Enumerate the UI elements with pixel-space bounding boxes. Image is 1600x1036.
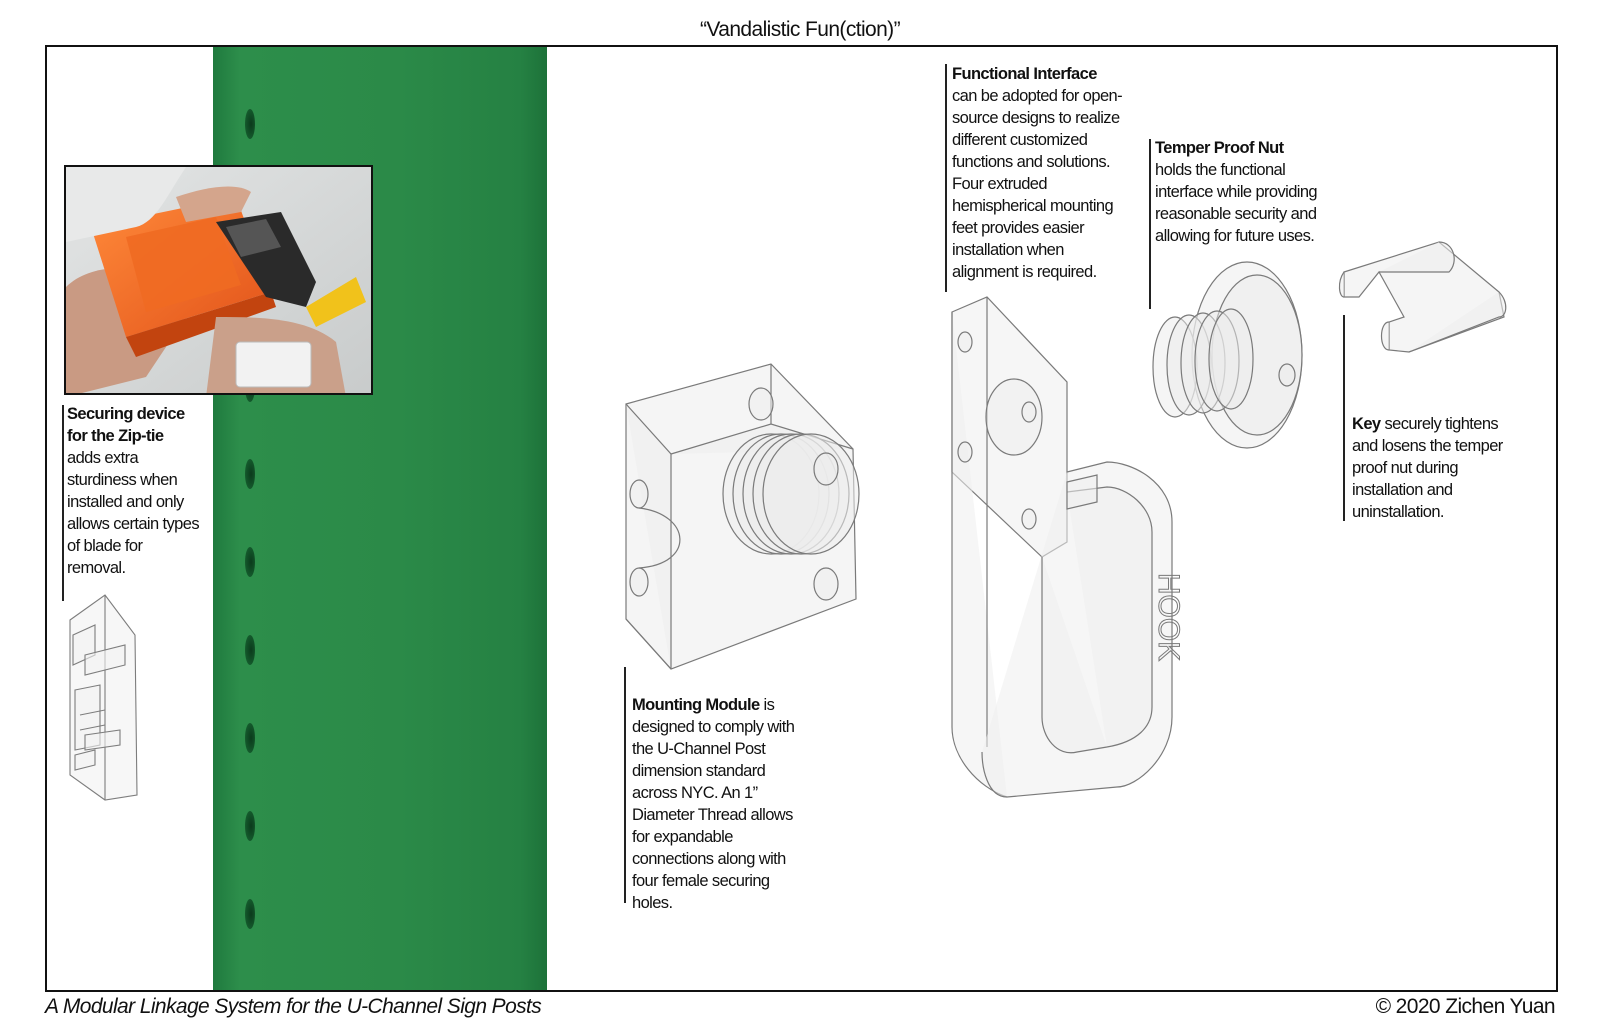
mounting-module-drawing bbox=[621, 364, 861, 674]
key-note bbox=[1345, 413, 1510, 523]
securing-device-note bbox=[60, 403, 200, 579]
post-hole bbox=[245, 547, 255, 577]
mounting-module-heading: Mounting Module bbox=[632, 696, 760, 714]
securing-device-body: adds extra sturdiness when installed and only allows certain types of blade for removal. bbox=[67, 449, 199, 577]
footer-subtitle: A Modular Linkage System for the U-Channel Sign Posts bbox=[45, 995, 542, 1018]
post-hole bbox=[245, 723, 255, 753]
page-title: “Vandalistic Fun(ction)” bbox=[700, 18, 900, 41]
key-heading: Key bbox=[1352, 415, 1381, 433]
hook-engraving: HOOK bbox=[1152, 572, 1185, 662]
functional-interface-body: can be adopted for open-source designs to realize different customized functions and solutions. Four extruded hemispherical mounting feet provides easier installation when alignment is required. bbox=[952, 87, 1122, 281]
temper-proof-nut-body: holds the functional interface while providing reasonable security and allowing for future uses. bbox=[1155, 161, 1318, 245]
temper-proof-nut-note bbox=[1148, 137, 1333, 247]
footer-copyright: © 2020 Zichen Yuan bbox=[1375, 995, 1555, 1018]
mounting-module-note bbox=[625, 694, 803, 914]
securing-device-heading: Securing device for the Zip-tie bbox=[67, 405, 185, 445]
zip-tie-photo bbox=[64, 165, 373, 395]
post-hole bbox=[245, 811, 255, 841]
post-hole bbox=[245, 635, 255, 665]
temper-proof-nut-drawing bbox=[1147, 257, 1307, 457]
temper-proof-nut-heading: Temper Proof Nut bbox=[1155, 139, 1284, 157]
diagram-frame bbox=[45, 45, 1558, 992]
functional-interface-heading: Functional Interface bbox=[952, 65, 1097, 83]
key-drawing bbox=[1339, 242, 1509, 362]
functional-interface-note bbox=[945, 63, 1130, 283]
post-hole bbox=[245, 899, 255, 929]
securing-device-drawing bbox=[65, 595, 145, 805]
key-body: securely tightens and losens the temper proof nut during installation and uninstallation. bbox=[1352, 415, 1503, 521]
post-hole bbox=[245, 459, 255, 489]
post-hole bbox=[245, 109, 255, 139]
zip-tie-photo-illustration bbox=[66, 167, 373, 395]
mounting-module-body: is designed to comply with the U-Channel Post dimension standard across NYC. An 1” Diameter Thread allows for expandable connections along with four female securing holes. bbox=[632, 696, 795, 912]
